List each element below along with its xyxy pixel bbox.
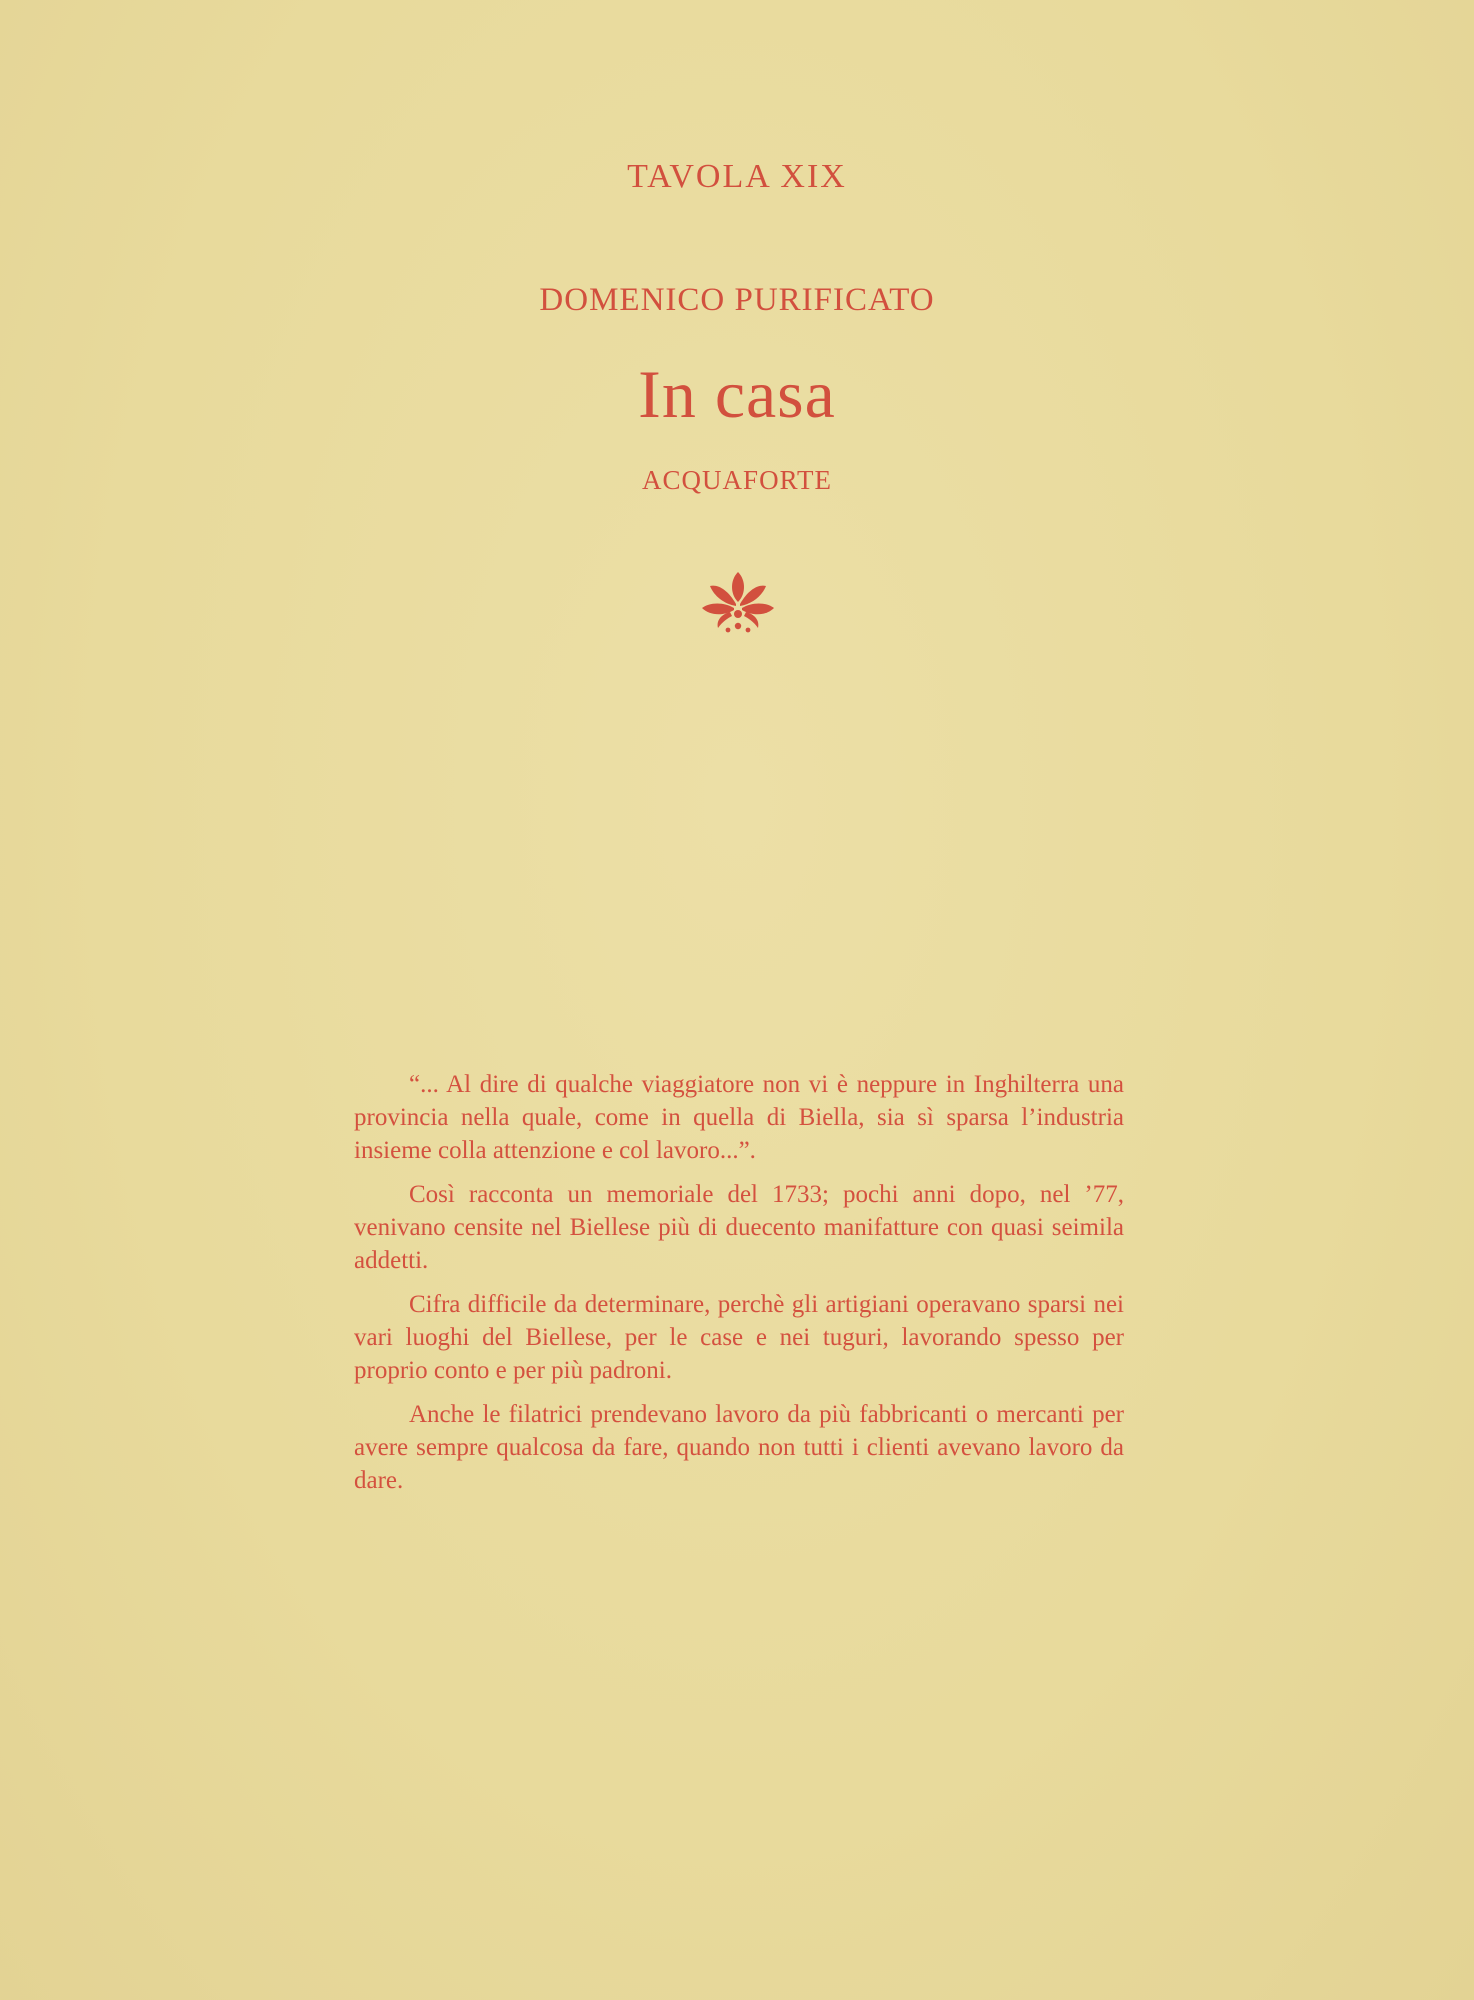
artwork-technique: ACQUAFORTE (642, 465, 832, 495)
plate-number: TAVOLA XIX (627, 158, 847, 195)
paragraph: “... Al dire di qualche viaggiatore non vi è neppure in Inghilterra una provincia nella quale, come in quella di Biella, sia sì sparsa l’industria insieme colla attenzione e col lavoro...”. (354, 1071, 1124, 1164)
artist-name: DOMENICO PURIFICATO (539, 282, 935, 318)
artwork-title: In casa (638, 356, 836, 432)
paragraph: Cifra difficile da determinare, perchè gli artigiani operavano sparsi nei vari luoghi del Biellese, per le case e nei tuguri, lavorando spesso per proprio conto e per più padroni. (354, 1291, 1124, 1384)
body-text (354, 1068, 1124, 1508)
paragraph: Così racconta un memoriale del 1733; pochi anni dopo, nel ’77, venivano censite nel Biellese più di duecento manifatture con quasi seimila addetti. (354, 1181, 1124, 1274)
paragraph: Anche le filatrici prendevano lavoro da più fabbricanti o mercanti per avere sempre qualcosa da fare, quando non tutti i clienti avevano lavoro da dare. (354, 1401, 1124, 1494)
palmette-ornament-icon (700, 568, 776, 636)
